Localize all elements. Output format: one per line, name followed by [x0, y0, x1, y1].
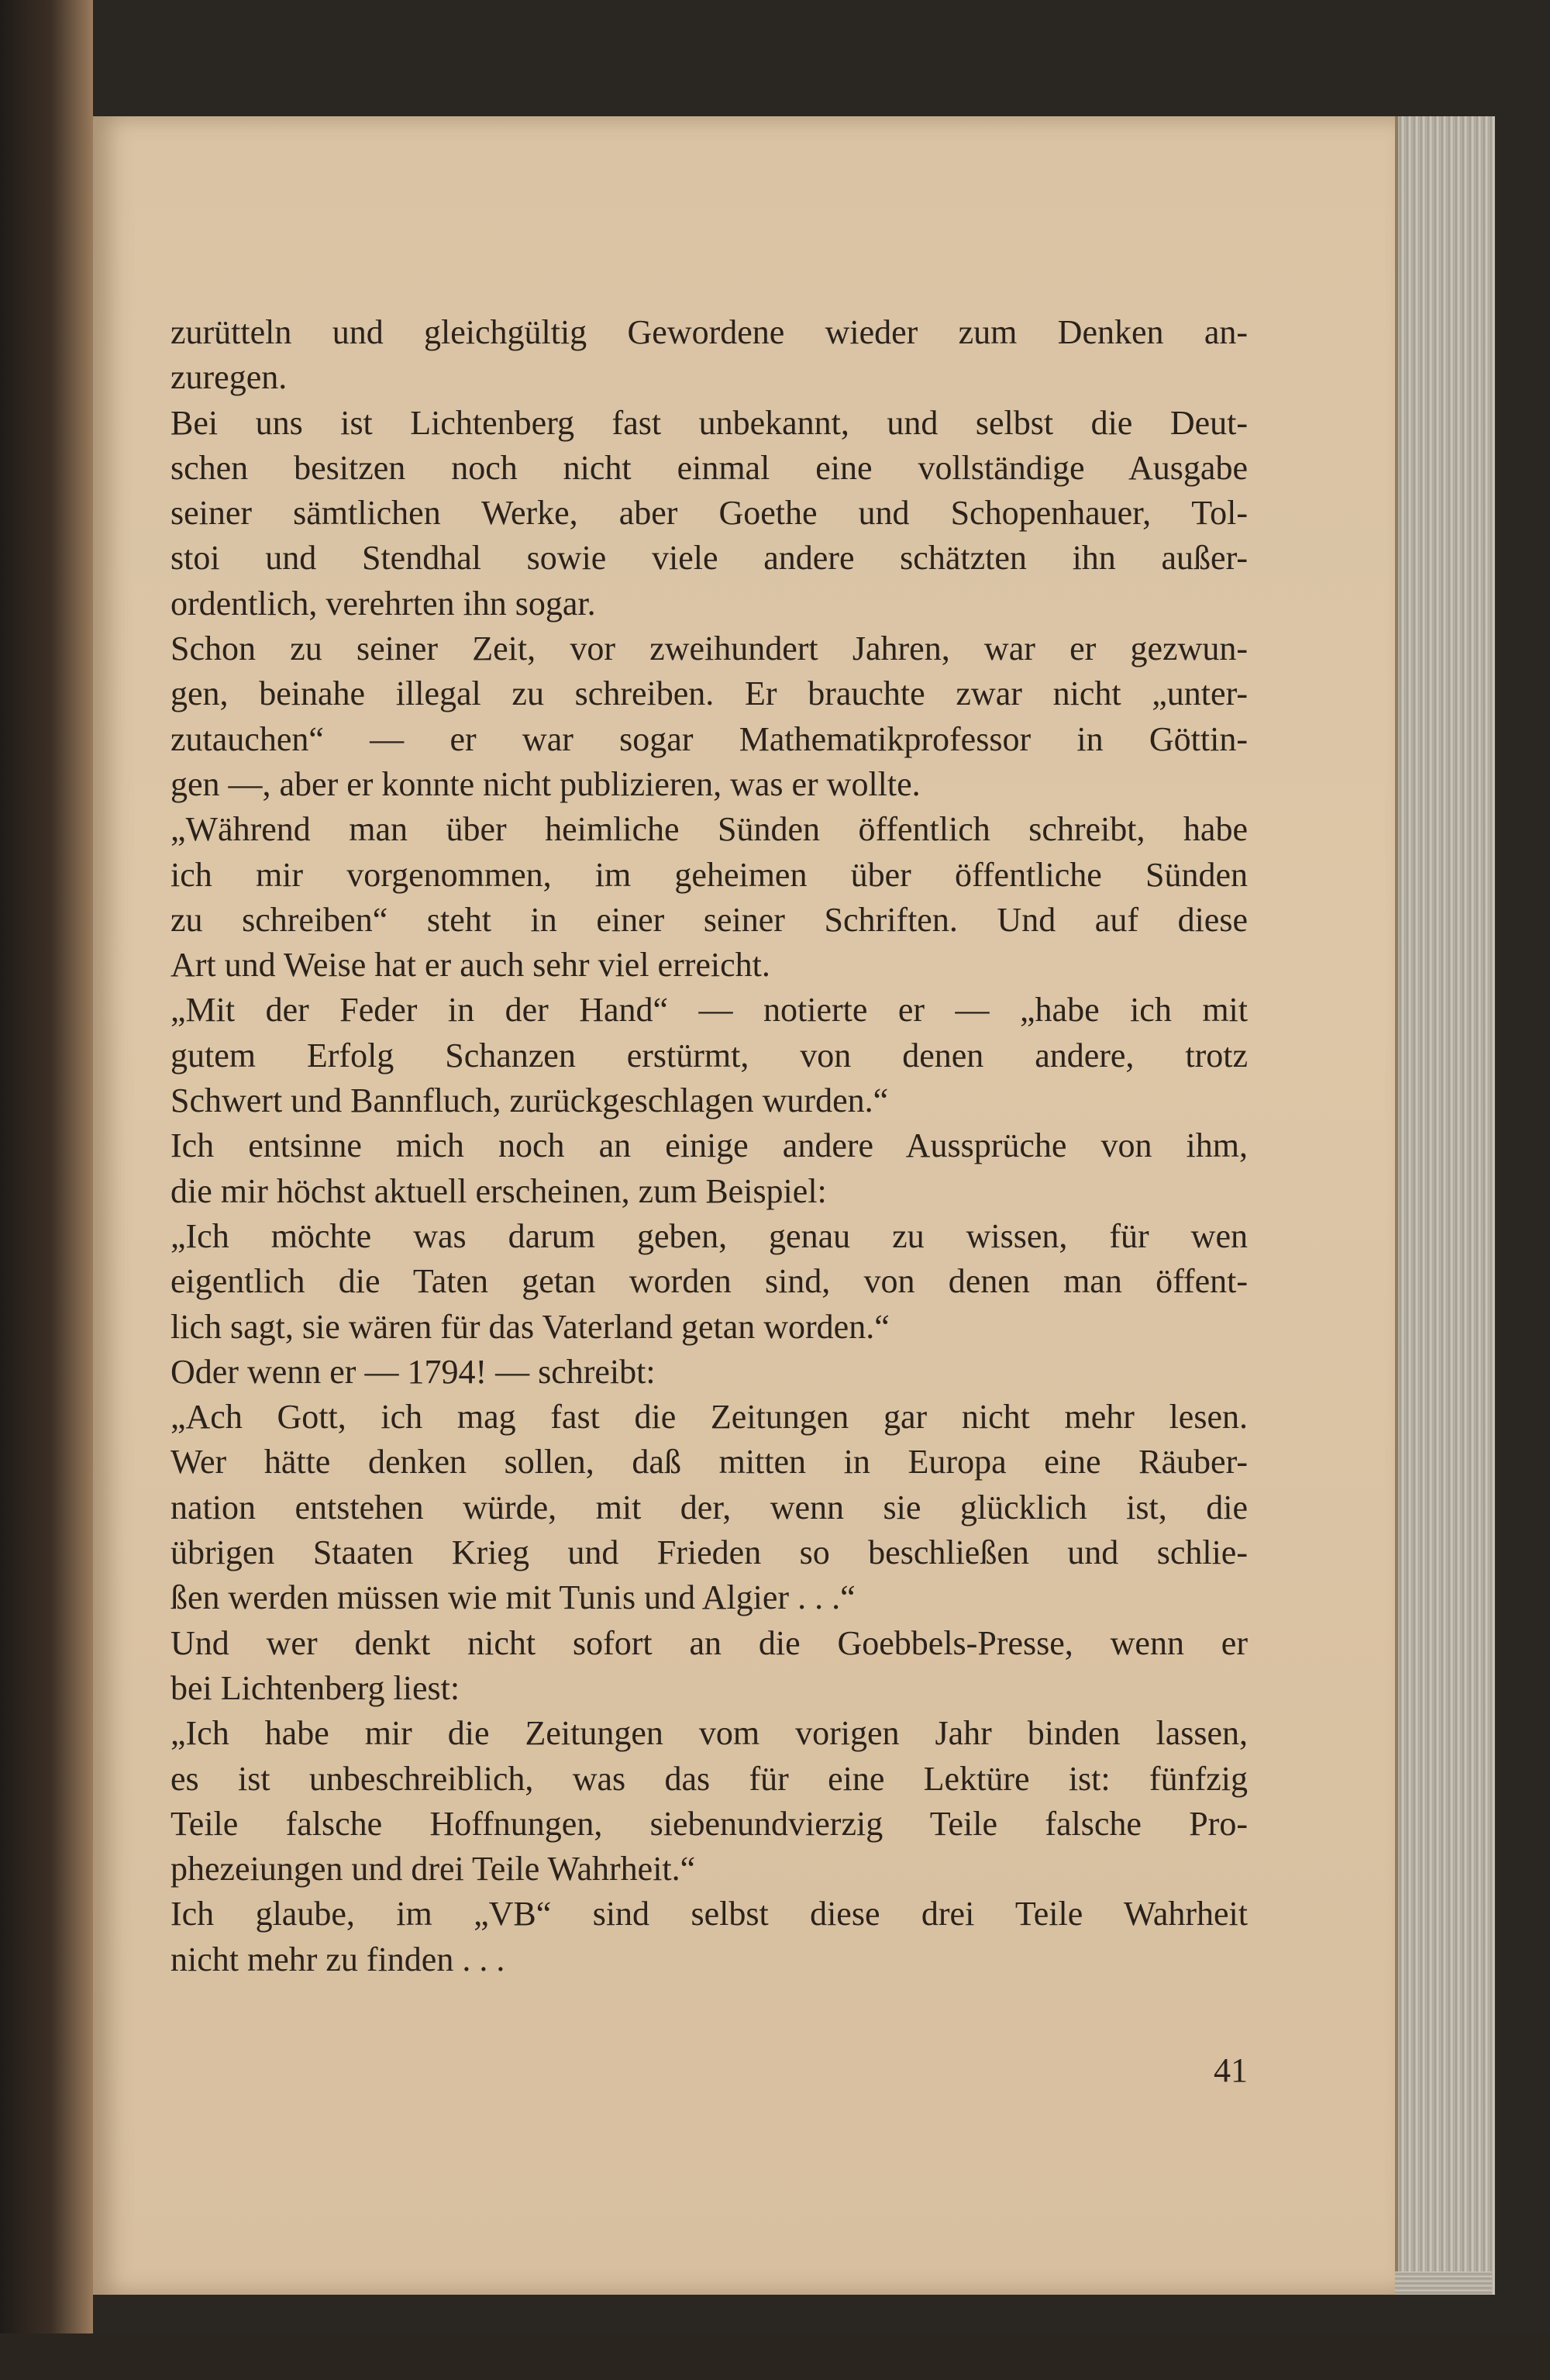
text-line: „Mit der Feder in der Hand“ — notierte er — „habe ich mit — [170, 991, 1248, 1030]
text-line: die mir höchst aktuell erscheinen, zum Beispiel: — [170, 1171, 827, 1210]
text-line: schen besitzen noch nicht einmal eine vollständige Ausgabe — [170, 448, 1248, 487]
text-line: gutem Erfolg Schanzen erstürmt, von denen andere, trotz — [170, 1036, 1248, 1074]
text-line: bei Lichtenberg liest: — [170, 1668, 460, 1707]
text-line: zutauchen“ — er war sogar Mathematikprofessor in Göttin- — [170, 719, 1248, 758]
text-line: lich sagt, sie wären für das Vaterland getan worden.“ — [170, 1307, 890, 1346]
text-line: ich mir vorgenommen, im geheimen über öffentliche Sünden — [170, 855, 1248, 894]
text-line: eigentlich die Taten getan worden sind, von denen man öffent- — [170, 1262, 1248, 1301]
text-line: gen, beinahe illegal zu schreiben. Er brauchte zwar nicht „unter- — [170, 674, 1248, 713]
text-line: Teile falsche Hoffnungen, siebenundvierzig Teile falsche Pro- — [170, 1804, 1248, 1843]
text-line: zurütteln und gleichgültig Gewordene wieder zum Denken an- — [170, 313, 1248, 351]
page-number: 41 — [1214, 2051, 1248, 2089]
text-line: Schwert und Bannfluch, zurückgeschlagen wurden.“ — [170, 1081, 889, 1120]
text-line: seiner sämtlichen Werke, aber Goethe und Schopenhauer, Tol- — [170, 494, 1248, 533]
text-line: Oder wenn er — 1794! — schreibt: — [170, 1352, 656, 1391]
text-line: nation entstehen würde, mit der, wenn sie glücklich ist, die — [170, 1488, 1248, 1526]
text-line: Bei uns ist Lichtenberg fast unbekannt, und selbst die Deut- — [170, 403, 1248, 442]
body-text — [170, 310, 1248, 1982]
text-line: zuregen. — [170, 358, 288, 397]
text-line: ßen werden müssen wie mit Tunis und Algier . . .“ — [170, 1578, 856, 1617]
text-line: Und wer denkt nicht sofort an die Goebbels-Presse, wenn er — [170, 1623, 1248, 1662]
text-line: „Ach Gott, ich mag fast die Zeitungen gar nicht mehr lesen. — [170, 1398, 1248, 1437]
text-line: gen —, aber er konnte nicht publizieren, was er wollte. — [170, 764, 921, 803]
text-line: nicht mehr zu finden . . . — [170, 1940, 505, 1978]
text-line: Schon zu seiner Zeit, vor zweihundert Jahren, war er gezwun- — [170, 629, 1248, 668]
text-line: „Während man über heimliche Sünden öffentlich schreibt, habe — [170, 810, 1248, 849]
text-line: stoi und Stendhal sowie viele andere schätzten ihn außer- — [170, 539, 1248, 578]
text-line: zu schreiben“ steht in einer seiner Schriften. Und auf diese — [170, 900, 1248, 939]
text-line: Ich glaube, im „VB“ sind selbst diese drei Teile Wahrheit — [170, 1895, 1248, 1933]
book-cover-edge — [1395, 116, 1495, 2295]
text-line: es ist unbeschreiblich, was das für eine Lektüre ist: fünfzig — [170, 1759, 1248, 1798]
background-bottom — [0, 2333, 1550, 2380]
text-line: Art und Weise hat er auch sehr viel erreicht. — [170, 946, 770, 985]
text-line: „Ich habe mir die Zeitungen vom vorigen Jahr binden lassen, — [170, 1714, 1248, 1753]
text-line: phezeiungen und drei Teile Wahrheit.“ — [170, 1850, 696, 1888]
text-line: übrigen Staaten Krieg und Frieden so beschließen und schlie- — [170, 1533, 1248, 1572]
book-spine-shadow — [0, 0, 93, 2380]
text-line: Wer hätte denken sollen, daß mitten in Europa eine Räuber- — [170, 1443, 1248, 1481]
text-line: Ich entsinne mich noch an einige andere Aussprüche von ihm, — [170, 1126, 1248, 1165]
book-page — [93, 116, 1395, 2295]
text-line: „Ich möchte was darum geben, genau zu wissen, für wen — [170, 1216, 1248, 1255]
text-line: ordentlich, verehrten ihn sogar. — [170, 584, 596, 623]
